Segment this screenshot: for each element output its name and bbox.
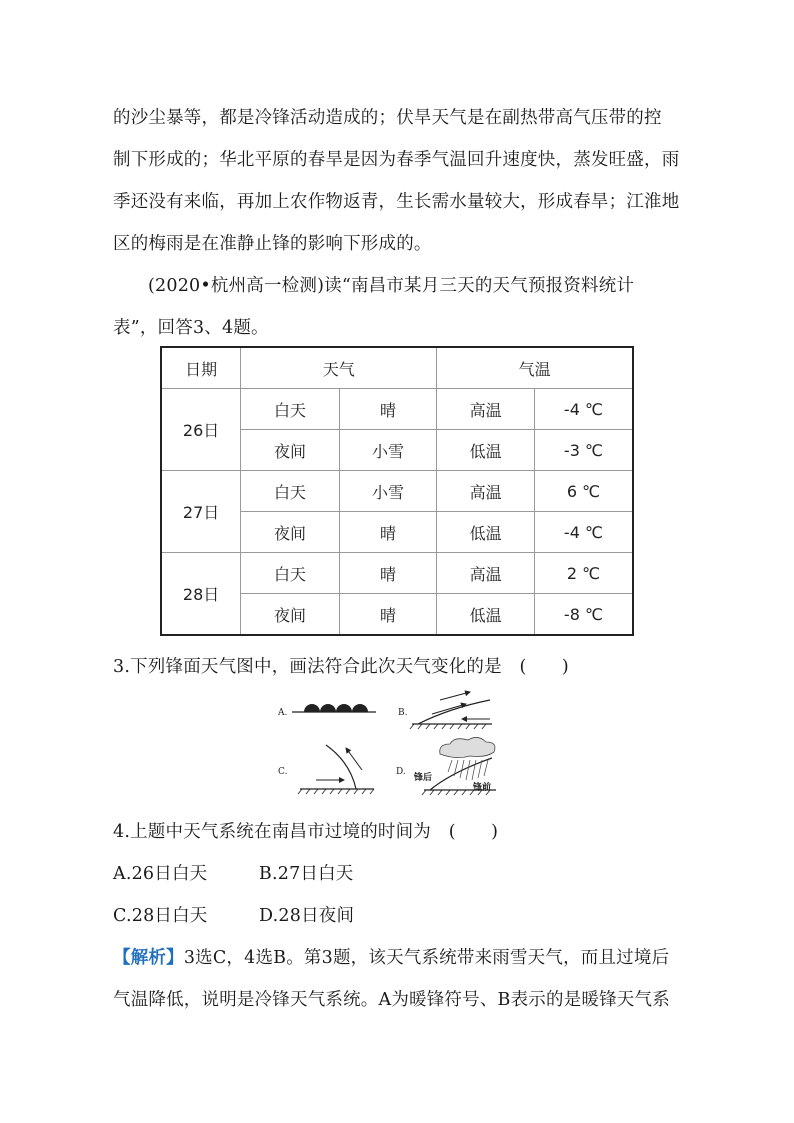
label-c: C. — [278, 767, 288, 777]
option-c-diagram — [278, 745, 374, 794]
option-d: D.28日夜间 — [259, 906, 355, 926]
temp-value-cell: -4 ℃ — [534, 512, 633, 553]
rain-icon — [448, 760, 488, 780]
body-text-line: 季还没有来临，再加上农作物返青，生长需水量较大，形成春旱；江淮地 — [113, 192, 680, 212]
warm-front-semicircle — [336, 704, 352, 712]
weather-cell: 晴 — [339, 553, 437, 594]
period-cell: 夜间 — [241, 430, 340, 471]
temp-label-cell: 高温 — [437, 471, 535, 512]
temp-value-cell: -4 ℃ — [534, 389, 633, 430]
cloud-icon — [440, 737, 495, 757]
body-text-line: 制下形成的；华北平原的春旱是因为春季气温回升速度快，蒸发旺盛，雨 — [113, 150, 680, 170]
option-a: A.26日白天 — [113, 864, 208, 884]
weather-cell: 小雪 — [339, 471, 437, 512]
label-a: A. — [278, 708, 288, 718]
front-surface-line — [326, 745, 356, 789]
option-b-diagram — [398, 692, 492, 729]
warm-air-arrow — [346, 748, 362, 770]
question-intro: 表”，回答3、4题。 — [113, 318, 269, 338]
date-cell: 26日 — [161, 389, 241, 471]
question-intro: (2020•杭州高一检测)读“南昌市某月三天的天气预报资料统计 — [148, 276, 635, 296]
header-temperature: 气温 — [437, 347, 633, 389]
option-b: B.27日白天 — [258, 864, 354, 884]
warm-front-semicircle — [352, 704, 368, 712]
weather-cell: 晴 — [339, 594, 437, 636]
option-d-diagram — [396, 737, 496, 795]
option-c: C.28日白天 — [113, 906, 208, 926]
question-3: 3.下列锋面天气图中，画法符合此次天气变化的是 ( ) — [113, 657, 569, 677]
header-date: 日期 — [161, 347, 241, 389]
temp-label-cell: 低温 — [437, 512, 535, 553]
analysis-line: 气温降低，说明是冷锋天气系统。A为暖锋符号、B表示的是暖锋天气系 — [113, 990, 670, 1010]
option-a-diagram — [277, 704, 376, 718]
weather-cell: 晴 — [339, 512, 437, 553]
analysis-label: 【解析】 — [113, 948, 184, 968]
period-cell: 白天 — [241, 389, 340, 430]
date-cell: 28日 — [161, 553, 241, 636]
ahead-front-label: 锋前 — [473, 783, 492, 793]
question-4: 4.上题中天气系统在南昌市过境的时间为 ( ) — [113, 822, 499, 842]
temp-value-cell: -8 ℃ — [534, 594, 633, 636]
temp-label-cell: 高温 — [437, 553, 535, 594]
temp-value-cell: -3 ℃ — [534, 430, 633, 471]
temp-label-cell: 高温 — [437, 389, 535, 430]
warm-front-semicircle — [320, 704, 336, 712]
period-cell: 白天 — [241, 553, 340, 594]
body-text-line: 的沙尘暴等，都是冷锋活动造成的；伏旱天气是在副热带高气压带的控 — [113, 108, 662, 128]
period-cell: 白天 — [241, 471, 340, 512]
label-b: B. — [398, 708, 408, 718]
options-row — [113, 902, 354, 927]
weather-cell: 晴 — [339, 389, 437, 430]
temp-value-cell: 6 ℃ — [534, 471, 633, 512]
temp-label-cell: 低温 — [437, 430, 535, 471]
warm-air-arrow — [432, 704, 466, 714]
period-cell: 夜间 — [241, 512, 340, 553]
options-row — [113, 860, 354, 885]
label-d: D. — [396, 767, 406, 777]
temp-value-cell: 2 ℃ — [534, 553, 633, 594]
warm-front-semicircle — [304, 704, 320, 712]
temp-label-cell: 低温 — [437, 594, 535, 636]
warm-air-arrow — [440, 692, 470, 700]
date-cell: 27日 — [161, 471, 241, 553]
analysis-text: 3选C，4选B。第3题，该天气系统带来雨雪天气，而且过境后 — [183, 948, 670, 968]
header-weather: 天气 — [241, 347, 437, 389]
analysis-line — [113, 944, 669, 969]
front-surface-line — [418, 700, 490, 724]
period-cell: 夜间 — [241, 594, 340, 636]
body-text-line: 区的梅雨是在准静止锋的影响下形成的。 — [113, 234, 432, 254]
weather-cell: 小雪 — [339, 430, 437, 471]
behind-front-label: 锋后 — [414, 773, 433, 783]
